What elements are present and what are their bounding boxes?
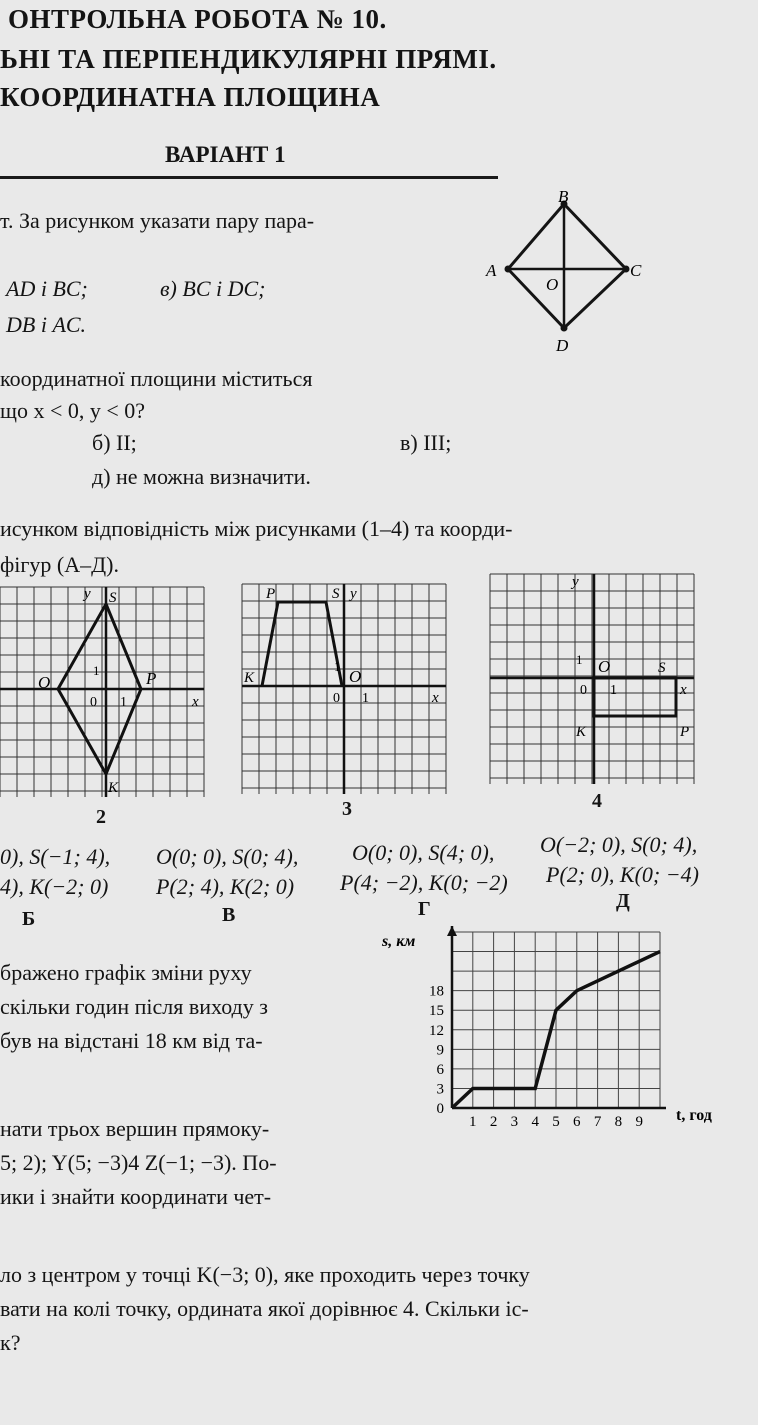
grid3-k-label: K bbox=[244, 670, 255, 686]
point-label-o: O bbox=[546, 275, 559, 294]
grid4-p-label: P bbox=[680, 724, 690, 740]
grid2-one-label: 1 bbox=[93, 663, 100, 678]
task2-line-2: що x < 0, y < 0? bbox=[0, 398, 146, 423]
grid4-one-label: 1 bbox=[576, 652, 583, 667]
answer-v-line-2: P(2; 4), K(2; 0) bbox=[156, 874, 295, 899]
figure-number-3: 3 bbox=[342, 798, 352, 820]
task1-option-b: DB і AC. bbox=[6, 312, 87, 337]
answer-d-line-1: O(−2; 0), S(0; 4), bbox=[540, 832, 698, 857]
y-axis-arrow bbox=[447, 926, 457, 936]
variant-label: ВАРІАНТ 1 bbox=[165, 142, 286, 167]
answer-g-letter: Г bbox=[418, 898, 431, 920]
grid2-k-label: K bbox=[108, 780, 119, 796]
grid3-one-x-label: 1 bbox=[362, 691, 369, 706]
title-line-2: ЬНІ ТА ПЕРПЕНДИКУЛЯРНІ ПРЯМІ. bbox=[0, 44, 497, 74]
y-axis-label: s, км bbox=[382, 933, 416, 950]
grid4-s-label: S bbox=[658, 660, 666, 676]
answer-g-line-1: O(0; 0), S(4; 0), bbox=[352, 840, 495, 865]
x-tick-label: 8 bbox=[614, 1114, 623, 1130]
answer-d-letter: Д bbox=[616, 890, 630, 912]
x-tick-label: 4 bbox=[531, 1114, 539, 1130]
grid4-k-label: K bbox=[576, 724, 587, 740]
y-tick-label: 18 bbox=[429, 983, 444, 1000]
grid2-zero-label: 0 bbox=[90, 695, 97, 710]
task2-line-1: координатної площини міститься bbox=[0, 366, 313, 391]
grid2-p-label: P bbox=[146, 669, 157, 688]
grid3-one-label: 1 bbox=[334, 659, 341, 674]
x-tick-labels bbox=[469, 1114, 643, 1130]
task4-line-1: бражено графік зміни руху bbox=[0, 960, 252, 985]
x-tick-label: 1 bbox=[469, 1114, 477, 1130]
grid4-x-label: x bbox=[680, 682, 687, 698]
x-tick-label: 6 bbox=[573, 1114, 581, 1130]
task1-option-a: AD і BC; bbox=[6, 276, 88, 301]
answer-d-line-2: P(2; 0), K(0; −4) bbox=[546, 862, 699, 887]
chart-grid bbox=[452, 932, 660, 1108]
y-tick-label: 3 bbox=[436, 1081, 444, 1098]
motion-chart bbox=[376, 924, 748, 1134]
figure-number-2: 2 bbox=[96, 806, 106, 828]
grid2-one-x-label: 1 bbox=[120, 695, 127, 710]
task6-line-1: ло з центром у точці K(−3; 0), яке проходить через точку bbox=[0, 1262, 530, 1287]
point-label-d: D bbox=[556, 336, 569, 355]
task1-text: т. За рисунком указати пару пара- bbox=[0, 208, 315, 233]
task3-line-2: фігур (А–Д). bbox=[0, 552, 119, 577]
title-line-1: ОНТРОЛЬНА РОБОТА № 10. bbox=[8, 4, 387, 34]
x-axis-label: t, год bbox=[676, 1107, 712, 1124]
grid-figure-4 bbox=[486, 570, 698, 792]
grid4-o-label: O bbox=[598, 657, 611, 676]
grid4-zero-label: 0 bbox=[580, 683, 587, 698]
task2-option-d: д) не можна визначити. bbox=[92, 464, 311, 489]
grid4-y-label: y bbox=[572, 574, 579, 590]
task1-option-v: в) BC і DC; bbox=[160, 276, 266, 301]
answer-v-letter: В bbox=[222, 904, 236, 926]
grid3-zero-label: 0 bbox=[333, 691, 340, 706]
point-label-a: A bbox=[486, 261, 497, 280]
task5-line-1: нати трьох вершин прямоку- bbox=[0, 1116, 270, 1141]
grid3-x-label: x bbox=[432, 690, 439, 706]
x-tick-label: 5 bbox=[552, 1114, 560, 1130]
title-line-3: КООРДИНАТНА ПЛОЩИНА bbox=[0, 82, 381, 112]
grid2-x-label: x bbox=[192, 694, 199, 710]
x-tick-label: 2 bbox=[489, 1114, 498, 1130]
grid4-one-x-label: 1 bbox=[610, 683, 617, 698]
task4-line-2: скільки годин після виходу з bbox=[0, 994, 268, 1019]
y-tick-label: 12 bbox=[429, 1022, 444, 1039]
grid2-s-label: S bbox=[109, 590, 117, 606]
y-tick-label: 9 bbox=[436, 1042, 444, 1059]
task5-line-3: ики і знайти координати чет- bbox=[0, 1184, 272, 1209]
answer-b-line-1: 0), S(−1; 4), bbox=[0, 844, 111, 869]
task6-line-2: вати на колі точку, ордината якої дорівнює 4. Скільки іс- bbox=[0, 1296, 529, 1321]
task2-option-v: в) III; bbox=[400, 430, 452, 455]
point-label-b: B bbox=[558, 187, 569, 206]
y-tick-label: 15 bbox=[429, 1003, 444, 1020]
answer-b-line-2: 4), K(−2; 0) bbox=[0, 874, 109, 899]
task4-line-3: був на відстані 18 км від та- bbox=[0, 1028, 263, 1053]
grid2-o-label: O bbox=[38, 673, 51, 692]
answer-v-line-1: O(0; 0), S(0; 4), bbox=[156, 844, 299, 869]
y-tick-labels bbox=[429, 984, 445, 1117]
x-tick-label: 7 bbox=[593, 1114, 602, 1130]
x-tick-label: 9 bbox=[635, 1114, 643, 1130]
task6-line-3: к? bbox=[0, 1330, 21, 1355]
answer-g-line-2: P(4; −2), K(0; −2) bbox=[340, 870, 508, 895]
task2-option-b: б) II; bbox=[92, 430, 137, 455]
y-tick-label: 0 bbox=[436, 1101, 444, 1117]
grid3-y-label: y bbox=[350, 586, 357, 602]
y-tick-label: 6 bbox=[436, 1061, 444, 1078]
grid3-p-label: P bbox=[266, 586, 276, 602]
x-tick-label: 3 bbox=[510, 1114, 519, 1130]
figure-number-4: 4 bbox=[592, 790, 602, 812]
grid3-o-label: O bbox=[349, 667, 362, 686]
task5-line-2: 5; 2); Y(5; −3)4 Z(−1; −3). По- bbox=[0, 1150, 277, 1175]
point-label-c: C bbox=[630, 261, 642, 280]
grid-figure-2 bbox=[0, 582, 212, 800]
rhombus-figure bbox=[480, 186, 650, 358]
task3-line-1: исунком відповідність між рисунками (1–4) та коорди- bbox=[0, 516, 513, 541]
header-divider bbox=[0, 176, 498, 179]
grid-figure-3 bbox=[236, 578, 458, 804]
grid2-y-label: y bbox=[84, 586, 91, 602]
grid3-s-label: S bbox=[332, 586, 340, 602]
answer-b-letter: Б bbox=[22, 908, 36, 930]
